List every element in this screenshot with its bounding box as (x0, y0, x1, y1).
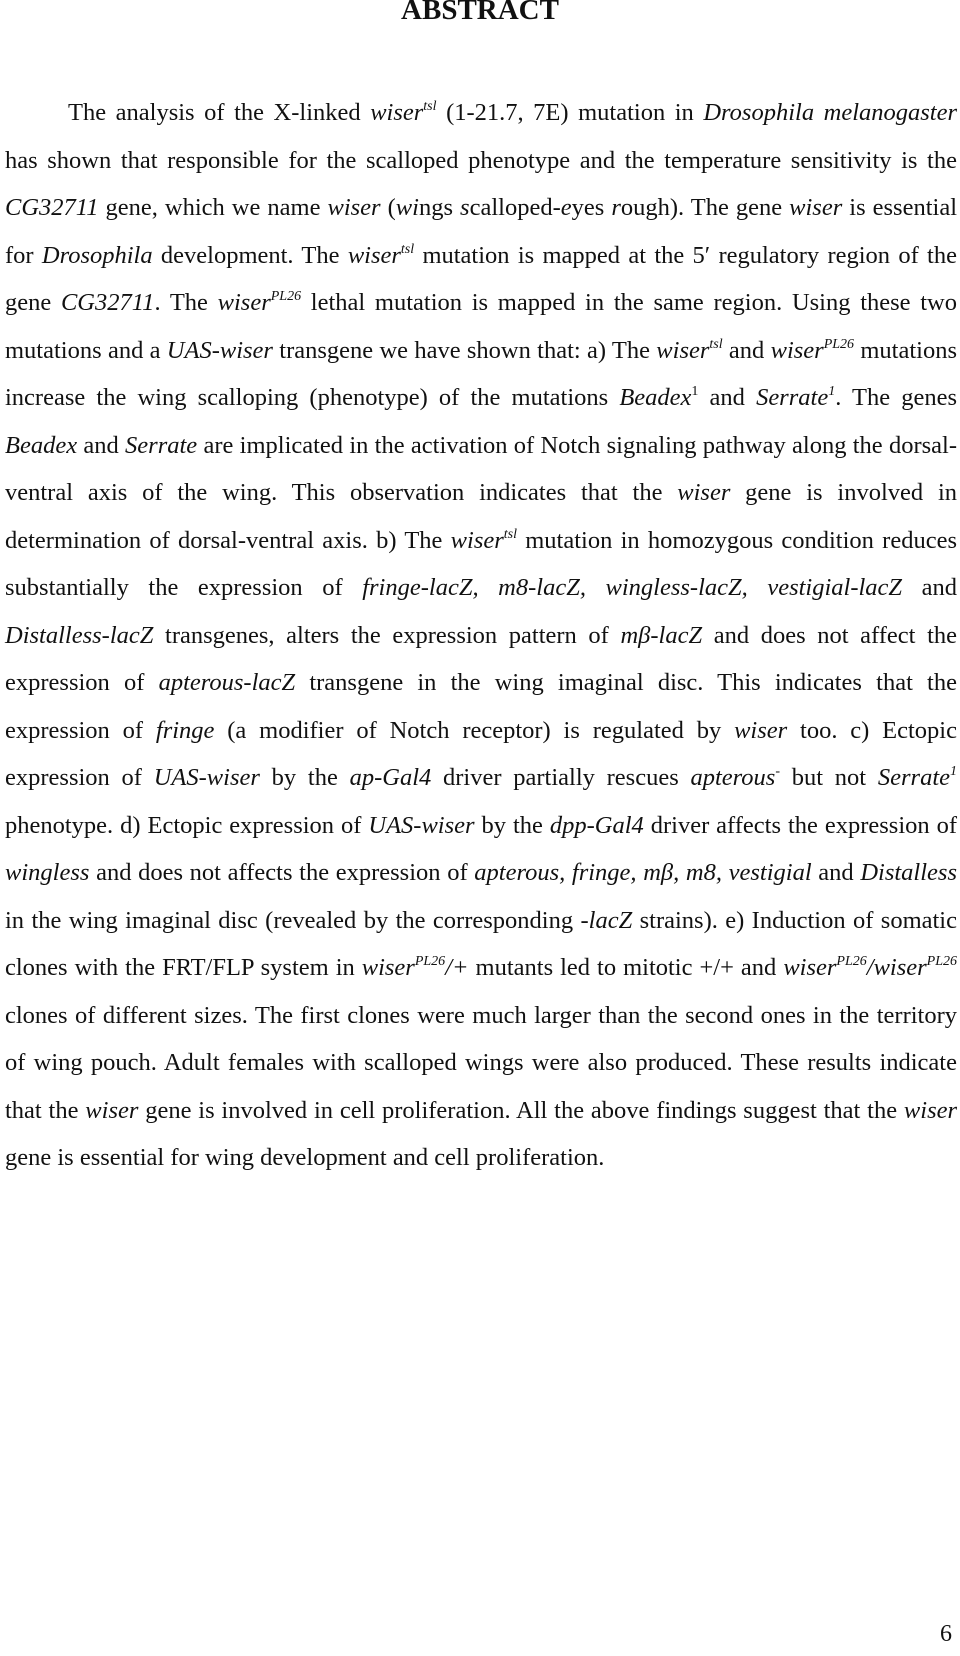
page-title: ABSTRACT (401, 0, 559, 26)
abstract-paragraph: The analysis of the X-linked wiser$^{tsl}$ (1-21.7, 7E) mutation in Drosophila melanogaster has shown that responsible for the scalloped phenotype and the temperature sensitivity is the CG32711 gene, which we name wiser (wings scalloped-eyes rough). The gene wiser is essential for Drosophila development. The wiser$^{tsl}$ mutation is mapped at the 5′ regulatory region of the gene CG32711. The wiser$^{PL26}$ lethal mutation is mapped in the same region. Using these two mutations and a UAS-wiser transgene we have shown that: a) The wiser$^{tsl}$ and wiser$^{PL26}$ mutations increase the wing scalloping (phenotype) of the mutations Beadex$^1$ and Serrate$^1$. The genes Beadex and Serrate are implicated in the activation of Notch signaling pathway along the dorsal-ventral axis of the wing. This observation indicates that the wiser gene is involved in determination of dorsal-ventral axis. b) The wiser$^{tsl}$ mutation in homozygous condition reduces substantially the expression of fringe-lacZ, m8-lacZ, wingless-lacZ, vestigial-lacZ and Distalless-lacZ transgenes, alters the expression pattern of mβ-lacZ and does not affect the expression of apterous-lacZ transgene in the wing imaginal disc. This indicates that the expression of fringe (a modifier of Notch receptor) is regulated by wiser too. c) Ectopic expression of UAS-wiser by the ap-Gal4 driver partially rescues apterous- but not Serrate$^1$ phenotype. d) Ectopic expression of UAS-wiser by the dpp-Gal4 driver affects the expression of wingless and does not affects the expression of apterous, fringe, mβ, m8, vestigial and Distalless in the wing imaginal disc (revealed by the corresponding -lacZ strains). e) Induction of somatic clones with the FRT/FLP system in wiser$^{PL26}$/+ mutants led to mitotic +/+ and wiser$^{PL26}$/wiser$^{PL26}$ clones of different sizes. The first clones were much larger than the second ones in the territory of wing pouch. Adult females with scalloped wings were also produced. These results indicate that the wiser gene is involved in cell proliferation. All the above findings suggest that the wiser gene is essential for wing development and cell proliferation. (5, 99, 958, 1171)
page-number: 6 (940, 1621, 952, 1647)
